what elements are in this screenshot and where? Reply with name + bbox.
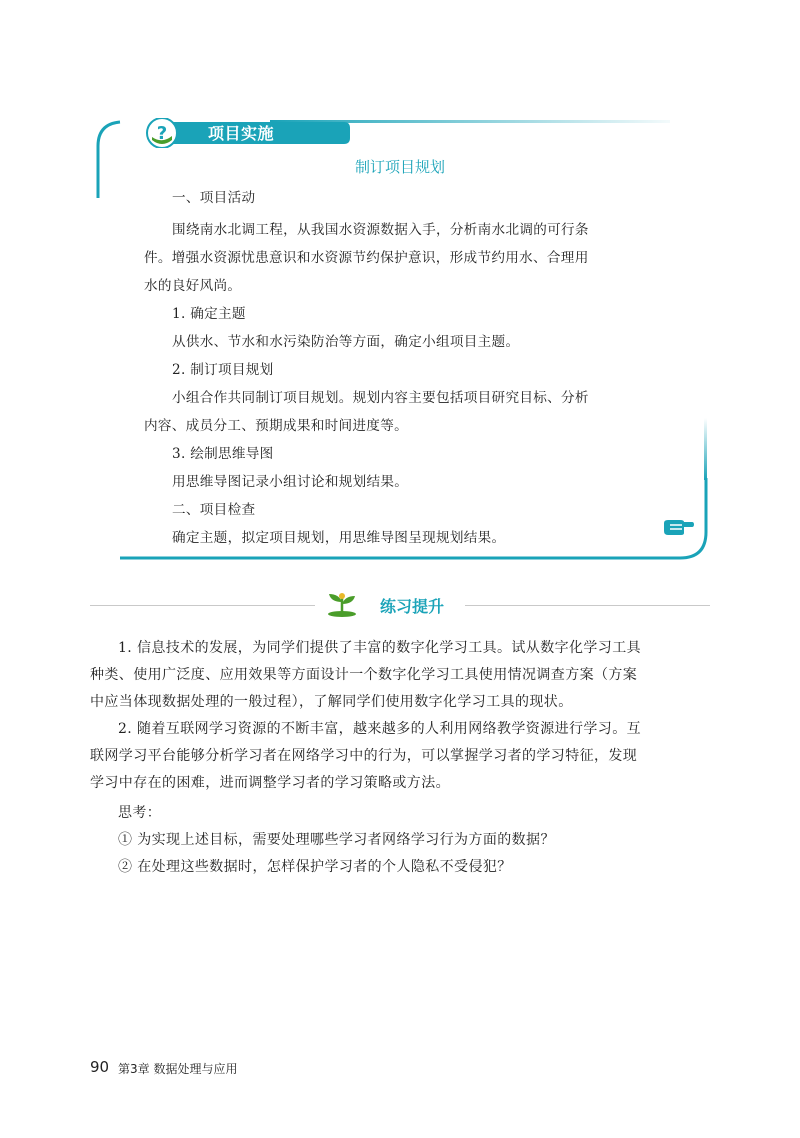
text-line: 确定主题，拟定项目规划，用思维导图呈现规划结果。	[172, 530, 506, 546]
text-line: 1. 信息技术的发展，为同学们提供了丰富的数字化学习工具。试从数字化学习工具	[118, 640, 642, 656]
practice-label: 练习提升	[380, 597, 445, 616]
text-line: 围绕南水北调工程，从我国水资源数据入手，分析南水北调的可行条	[172, 222, 589, 238]
pointing-hand-icon	[662, 517, 694, 537]
text-line: 3. 绘制思维导图	[172, 446, 274, 462]
question-1: ① 为实现上述目标，需要处理哪些学习者网络学习行为方面的数据？	[118, 832, 555, 848]
practice-header	[90, 585, 710, 625]
svg-text:?: ?	[156, 123, 168, 144]
section-title: 制订项目规划	[354, 158, 445, 176]
text-line: 种类、使用广泛度、应用效果等方面设计一个数字化学习工具使用情况调查方案（方案	[90, 667, 638, 683]
text-line: 件。增强水资源忧患意识和水资源节约保护意识，形成节约用水、合理用	[144, 250, 589, 266]
text-line: 用思维导图记录小组讨论和规划结果。	[172, 474, 409, 490]
sprout-icon	[325, 590, 359, 618]
text-line: 学习中存在的困难，进而调整学习者的学习策略或方法。	[90, 775, 450, 791]
project-implementation-box	[90, 118, 710, 560]
badge-label: 项目实施	[208, 124, 275, 143]
question-2: ② 在处理这些数据时，怎样保护学习者的个人隐私不受侵犯？	[118, 859, 512, 875]
divider-right	[465, 605, 710, 606]
text-line: 从供水、节水和水污染防治等方面，确定小组项目主题。	[172, 334, 520, 350]
text-line: 水的良好风尚。	[144, 278, 242, 294]
page-number: 90	[90, 1058, 110, 1076]
text-line: 内容、成员分工、预期成果和时间进度等。	[144, 418, 408, 434]
text-line: 二、项目检查	[172, 502, 256, 518]
chapter-title: 第3章 数据处理与应用	[118, 1062, 238, 1076]
text-line: 2. 随着互联网学习资源的不断丰富，越来越多的人利用网络教学资源进行学习。互	[118, 721, 642, 737]
text-line: 一、项目活动	[172, 190, 256, 206]
text-line: 1. 确定主题	[172, 306, 246, 322]
text-line: 思考：	[118, 805, 162, 821]
text-line: 联网学习平台能够分析学习者在网络学习中的行为，可以掌握学习者的学习特征，发现	[90, 748, 638, 764]
divider-left	[90, 605, 315, 606]
text-line: 中应当体现数据处理的一般过程），了解同学们使用数字化学习工具的现状。	[90, 694, 573, 710]
text-line: 2. 制订项目规划	[172, 362, 274, 378]
text-line: 小组合作共同制订项目规划。规划内容主要包括项目研究目标、分析	[172, 390, 589, 406]
